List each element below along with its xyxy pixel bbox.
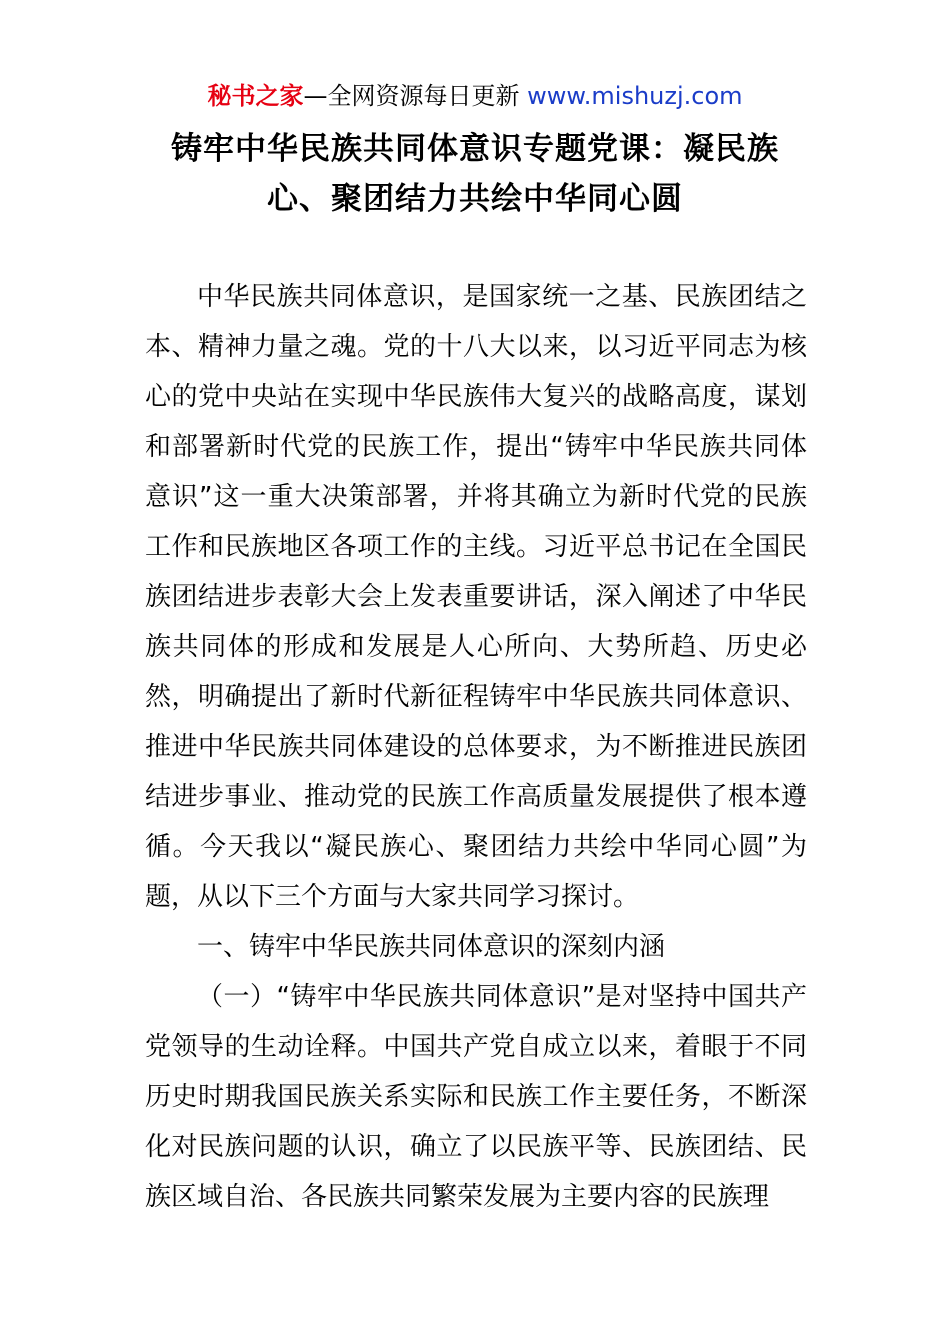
site-url[interactable]: www.mishuzj.com bbox=[527, 82, 743, 110]
paragraph-section-1-1: （一）“铸牢中华民族共同体意识”是对坚持中国共产党领导的生动诠释。中国共产党自成立以来，着眼于不同历史时期我国民族关系实际和民族工作主要任务，不断深化对民族问题的认识，确立了以民族平等、民族团结、民族区域自治、各民族共同繁荣发展为主要内容的民族理 bbox=[145, 982, 807, 1212]
site-tagline: —全网资源每日更新 bbox=[303, 82, 528, 110]
site-header bbox=[0, 80, 950, 112]
title-line-1: 铸牢中华民族共同体意识专题党课：凝民族 bbox=[171, 131, 779, 167]
document-title bbox=[0, 124, 950, 224]
document-body bbox=[145, 272, 807, 1222]
title-line-2: 心、聚团结力共绘中华同心圆 bbox=[267, 181, 683, 217]
section-heading-1: 一、铸牢中华民族共同体意识的深刻内涵 bbox=[197, 932, 666, 962]
paragraph-intro: 中华民族共同体意识，是国家统一之基、民族团结之本、精神力量之魂。党的十八大以来，以习近平同志为核心的党中央站在实现中华民族伟大复兴的战略高度，谋划和部署新时代党的民族工作，提出“铸牢中华民族共同体意识”这一重大决策部署，并将其确立为新时代党的民族工作和民族地区各项工作的主线。习近平总书记在全国民族团结进步表彰大会上发表重要讲话，深入阐述了中华民族共同体的形成和发展是人心所向、大势所趋、历史必然，明确提出了新时代新征程铸牢中华民族共同体意识、推进中华民族共同体建设的总体要求，为不断推进民族团结进步事业、推动党的民族工作高质量发展提供了根本遵循。今天我以“凝民族心、聚团结力共绘中华同心圆”为题，从以下三个方面与大家共同学习探讨。 bbox=[145, 282, 807, 912]
site-brand: 秘书之家 bbox=[207, 82, 304, 110]
